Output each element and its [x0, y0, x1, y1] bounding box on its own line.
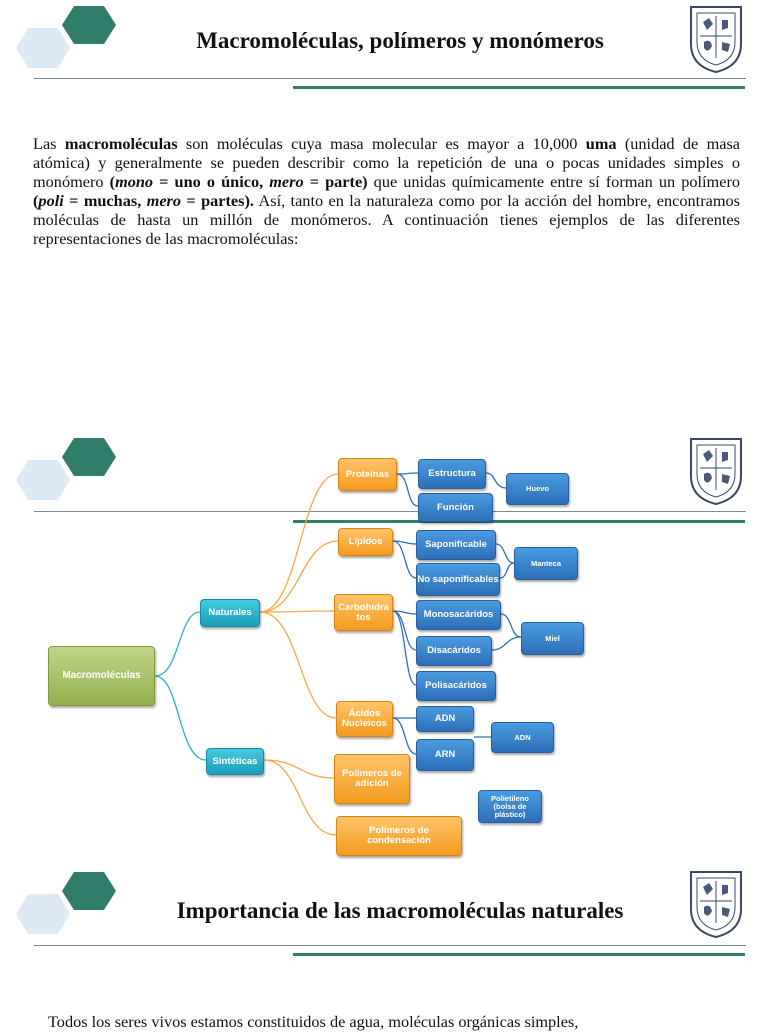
node-estructura: Estructura: [418, 459, 486, 489]
node-acidos-nucleicos: Ácidos Nucleicos: [336, 701, 393, 737]
example-polietileno: Polietileno (bolsa de plástico): [478, 790, 542, 823]
intro-paragraph: Las macromoléculas son moléculas cuya masa molecular es mayor a 10,000 uma (unidad de masa atómica) y generalmente se pueden describir como la repetición de una o pocas unidades simples o monómero (mono = uno o único, mero = parte) que unidas químicamente entre sí forman un polímero (poli = muchas, mero = partes). Así, tanto en la naturaleza como por la acción del hombre, encontramos moléculas de hasta un millón de monómeros. A continuación tienes ejemplos de las diferentes representaciones de las macromoléculas:: [33, 134, 741, 248]
page-title: Macromoléculas, polímeros y monómeros: [196, 28, 604, 53]
example-miel: Miel: [521, 622, 584, 655]
node-macromoleculas: Macromoléculas: [48, 646, 155, 706]
node-proteinas: Proteínas: [338, 458, 397, 491]
node-polimeros-condensacion: Polímeros de condensación: [336, 816, 462, 856]
node-disacaridos: Disacáridos: [416, 636, 492, 666]
node-polisacaridos: Polisacáridos: [416, 671, 496, 701]
node-carbohidratos: Carbohidra tos: [334, 594, 393, 631]
section-hexagon-decoration: [14, 870, 124, 936]
example-adn: ADN: [491, 722, 554, 753]
node-arn: ARN: [416, 739, 474, 771]
university-seal-3: [688, 869, 744, 939]
example-huevo: Huevo: [506, 473, 569, 505]
node-no-saponificables: No saponificables: [416, 563, 500, 596]
section-title: Importancia de las macromoléculas naturales: [176, 898, 624, 923]
body-text-continued: Todos los seres vivos estamos constituidos de agua, moléculas orgánicas simples,: [48, 1012, 579, 1031]
node-adn: ADN: [416, 706, 474, 732]
node-sinteticas: Sintéticas: [206, 748, 264, 775]
node-lipidos: Lípidos: [338, 528, 393, 556]
node-polimeros-adicion: Polímeros de adición: [334, 754, 410, 804]
section-rule-thin: [34, 945, 746, 946]
node-funcion: Función: [418, 493, 493, 522]
node-saponificable: Saponificable: [416, 530, 496, 560]
node-naturales: Naturales: [200, 599, 260, 627]
node-monosacaridos: Monosacáridos: [416, 600, 501, 630]
example-manteca: Manteca: [514, 547, 578, 580]
section-rule-thick: [293, 953, 745, 956]
